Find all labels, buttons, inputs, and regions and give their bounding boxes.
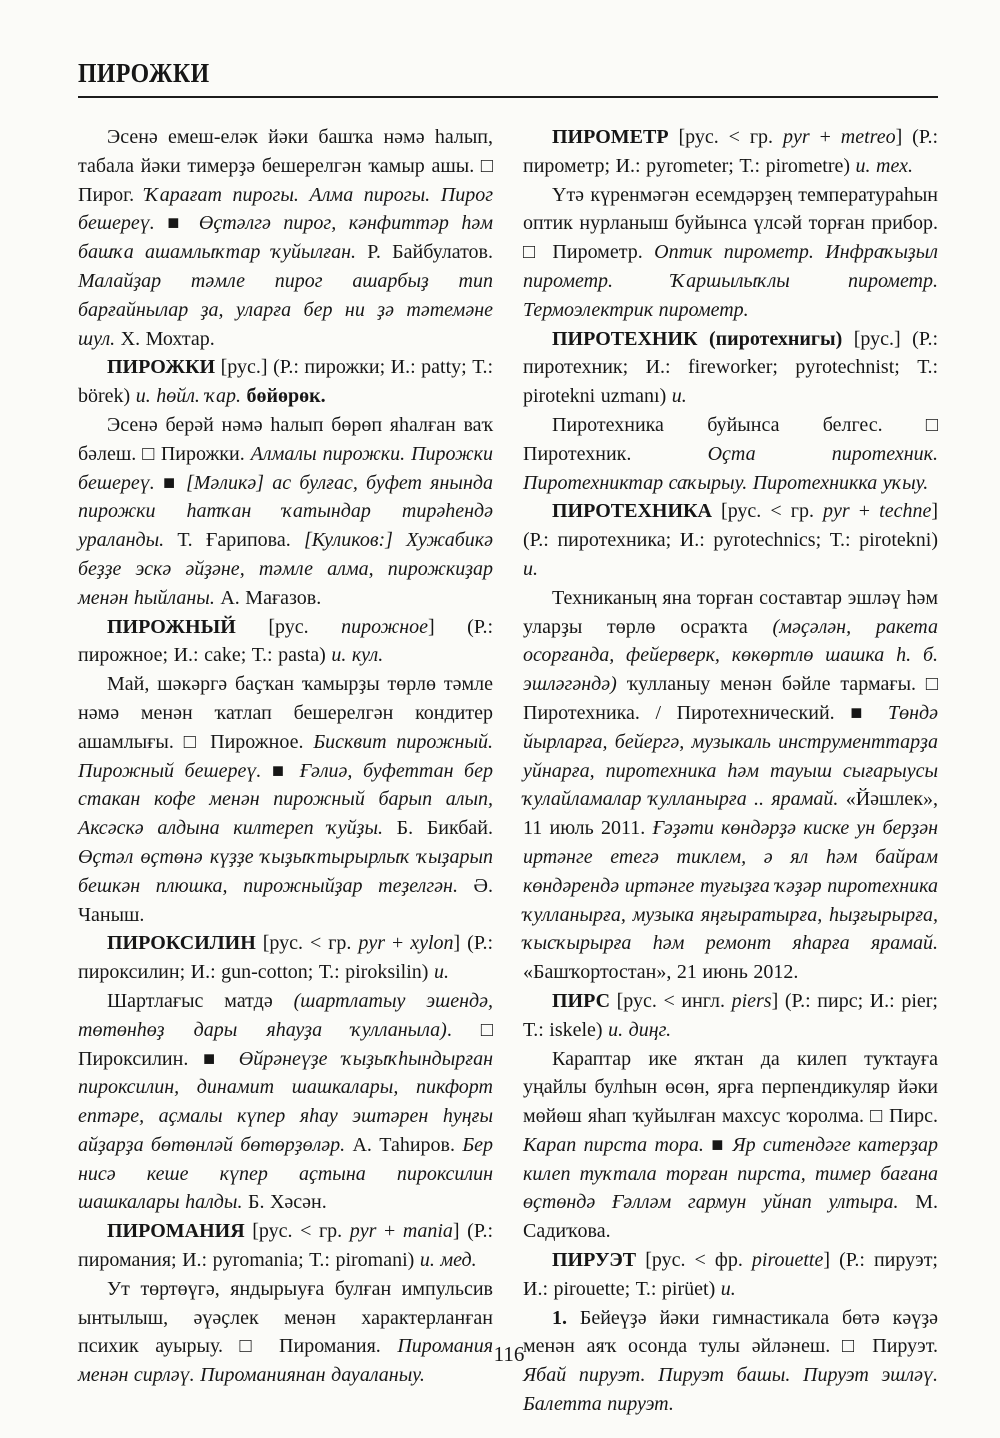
text-segment: ] (Р.: пирожное; И.: cake; Т.: pasta): [78, 615, 493, 667]
text-segment: (мәҫәлән, ракета осорғанда, фейерверк, көкөртлө шашка һ. б. эшләгәндә): [523, 615, 938, 696]
text-segment: +: [809, 126, 841, 148]
text-segment: Бисквит пирожный. Пирожный бешереү.: [78, 730, 493, 782]
text-segment: ■: [154, 471, 186, 494]
text-segment: бөйөрөк.: [246, 385, 326, 408]
text-segment: Ябай пируэт. Пируэт башы. Пируэт эшләү. Балетта пируэт.: [523, 1364, 938, 1416]
text-segment: и. һөйл. ҡар.: [135, 385, 241, 408]
text-segment: Пиромания менән сирләү. Пироманиянан дауаланыу.: [78, 1335, 493, 1387]
text-segment: [рус. < гр.: [255, 932, 359, 955]
text-segment: ] (Р.: пиромания; И.: pyromania; Т.: piromani): [78, 1220, 494, 1272]
text-segment: Ғәлиә, буфеттан бер стакан кофе менән пирожный барып алып, Аксәскә алдына килтереп ҡуйҙы.: [78, 759, 493, 840]
text-segment: А. Мағазов.: [214, 586, 322, 609]
column-right: [523, 123, 938, 1419]
text-segment: Карап пирста тора.: [523, 1133, 704, 1156]
text-segment: Малайҙар тәмле пирог ашарбыҙ тип барғайнылар ҙа, уларға бер ни ҙә тәтемәне шул.: [78, 269, 493, 350]
page-header: [0, 0, 1000, 98]
text-segment: Б. Хәсән.: [242, 1191, 327, 1214]
text-segment: Ғәҙәти көндәрҙә киске ун берҙән иртәнге етегә тиклем, ә ял һәм байрам көндәрендә иртәнге туғыҙға ҡәҙәр пиротехника ҡулланырға, музыка яңғыратырға, һыҙғырырға, ҡысҡырырға һәм ремонт яһарға ярамай.: [523, 817, 938, 955]
entry-headword-paragraph: [523, 497, 938, 583]
text-segment: и. тех.: [855, 154, 913, 177]
text-segment: pyr: [358, 932, 386, 955]
definition-paragraph: [523, 181, 938, 325]
text-segment: М. Садиҡова.: [523, 1191, 938, 1243]
text-segment: Өйрәнеүҙе ҡыҙыҡһындырған пироксилин, динамит шашкалары, пикфорт ептәре, аҫмалы күпер яһау эштәрен һуңғы айҙарҙа бөтөнләй бөтөрҙөләр.: [78, 1047, 493, 1156]
text-segment: А. Таһиров.: [345, 1133, 463, 1156]
text-segment: и.: [433, 961, 449, 984]
text-segment: ] (Р.: пируэт; И.: pirouette; Т.: pirüet): [523, 1249, 938, 1300]
text-segment: Р. Байбулатов.: [356, 241, 493, 264]
text-segment: ПИРОТЕХНИКА: [552, 500, 712, 523]
running-head: ПИРОЖКИ: [78, 58, 210, 88]
text-segment: Пиротехника буйынса белгес. □ Пиротехник.: [523, 413, 938, 465]
text-segment: ПИРОКСИЛИН: [107, 932, 256, 955]
text-segment: [рус.] (Р.: пиротехник; И.: fireworker; pyrotechnist; Т.: pirotekni uzmanı): [523, 327, 938, 408]
text-segment: Х. Мохтар.: [115, 327, 215, 350]
columns: [0, 98, 1000, 1419]
text-segment: ] (Р.: пирс; И.: pier; Т.: iskele): [523, 989, 938, 1041]
entry-headword-paragraph: [523, 1246, 938, 1304]
text-segment: Бейеүҙә йәки гимнастикала бөтә кәүҙә менән аяҡ осонда тулы әйләнеш. □ Пируэт.: [523, 1306, 938, 1358]
text-segment: и. мед.: [419, 1249, 477, 1272]
text-segment: Өҫтәлгә пирог, кәнфиттәр һәм башҡа ашамлыҡтар ҡуйылған.: [78, 212, 493, 264]
text-segment: ■: [703, 1133, 733, 1156]
entry-headword-paragraph: [78, 353, 493, 411]
column-left: [78, 123, 493, 1419]
entry-headword-paragraph: [78, 1217, 493, 1275]
text-segment: +: [849, 500, 880, 523]
text-segment: «Башҡортостан», 21 июнь 2012.: [523, 961, 799, 984]
text-segment: Шартлағыс матдә: [107, 989, 294, 1012]
text-segment: ПИРС: [552, 989, 611, 1012]
text-segment: [рус. < гр.: [711, 500, 824, 523]
text-segment: «Йәшлек», 11 июль 2011.: [523, 788, 938, 840]
text-segment: metreo: [840, 126, 896, 148]
text-segment: Яр ситендәге катерҙар килеп туҡтала торған пирста, тимер бағана өҫтөндә Ғәлләм гармун уйнап ултыра.: [523, 1133, 938, 1214]
text-segment: (шартлатыу эшендә, төтөнһөҙ дары яһауҙа ҡулланыла): [78, 989, 493, 1041]
text-segment: [рус. < ингл.: [610, 989, 732, 1012]
text-segment: pyr: [349, 1220, 377, 1243]
entry-headword-paragraph: [78, 613, 493, 671]
definition-paragraph: [78, 1275, 493, 1390]
text-segment: pyr: [782, 126, 810, 148]
text-segment: Төндә йырларға, бейергә, музыкаль инструменттарҙа уйнарға, пиротехника һәм тауыш сығарыусы ҡулайламалар ҡулланырға .. ярамай.: [523, 701, 938, 811]
text-segment: Техниканың яна торған составтар эшләү һәм уларҙы төрлө осраҡта: [523, 586, 938, 638]
text-segment: Ә. Чаныш.: [78, 874, 493, 926]
text-segment: Эсенә берәй нәмә һалып бөрөп яһалған ваҡ бәлеш. □ Пирожки.: [78, 413, 493, 465]
definition-paragraph: [78, 670, 493, 929]
text-segment: ПИРОЖНЫЙ: [107, 615, 236, 638]
text-segment: Эсенә емеш-еләк йәки башҡа нәмә һалып, табала йәки тимерҙә бешерелгән ҡамыр ашы. □ Пирог.: [78, 126, 493, 206]
text-segment: xylon: [410, 932, 454, 955]
text-segment: Б. Бикбай.: [383, 817, 493, 840]
text-segment: techne: [879, 500, 932, 523]
text-segment: Ҡарағат пирогы. Алма пирогы. Пирог бешереү.: [78, 183, 493, 235]
text-segment: пирожное: [341, 615, 428, 638]
text-segment: [Куликов:] Хужабикә беҙҙе эскә әйҙәне, тәмле алма, пирожкиҙар менән һыйланы.: [78, 529, 494, 609]
text-segment: [рус. < гр.: [668, 126, 783, 148]
text-segment: +: [385, 932, 411, 955]
definition-paragraph: [78, 987, 493, 1217]
text-segment: +: [376, 1220, 403, 1243]
text-segment: ■: [154, 212, 199, 235]
text-segment: 1.: [552, 1306, 567, 1329]
text-segment: и. диңг.: [608, 1018, 672, 1041]
text-segment: Өҫтәл өҫтөнә күҙҙе ҡыҙыҡтырырлыҡ ҡыҙарып бешкән плюшка, пирожныйҙар теҙелгән.: [78, 845, 493, 897]
text-segment: Оҫта пиротехник. Пиротехниктар саҡырыу. Пиротехникка уҡыу.: [523, 442, 939, 494]
text-segment: [рус. < гр.: [244, 1220, 350, 1243]
text-segment: ] (Р.: пирометр; И.: pyrometer; Т.: pirometre): [523, 126, 938, 177]
text-segment: Караптар ике яҡтан да килеп туҡтауға уңайлы булһын өсөн, ярға перпендикуляр йәки мөйөш яһап ҡуйылған махсус ҡоролма. □ Пирс.: [523, 1047, 938, 1128]
text-segment: Т. Ғарипова.: [164, 529, 304, 552]
entry-headword-paragraph: [523, 987, 938, 1045]
text-segment: Алмалы пирожки. Пирожки бешереү.: [78, 442, 493, 494]
text-segment: Май, шәкәргә баҫҡан ҡамырҙы төрлө тәмле нәмә менән ҡатлап бешерелгән кондитер ашамлығы. □ Пирожное.: [78, 673, 493, 753]
text-segment: ] (Р.: пироксилин; И.: gun-cotton; Т.: piroksilin): [78, 932, 493, 984]
entry-headword-paragraph: [523, 325, 938, 411]
text-segment: ҡулланыу менән бәйле тармағы. □ Пиротехника. / Пиротехнический. ■: [523, 673, 938, 724]
text-segment: piers: [731, 989, 772, 1012]
text-segment: и.: [720, 1277, 736, 1300]
text-segment: и.: [523, 557, 538, 580]
text-segment: Үтә күренмәгән есемдәрҙең температураһын оптик нурланыш буйынса үлсәй торған прибор. □ Пирометр.: [523, 183, 938, 264]
text-segment: pirouette: [751, 1249, 824, 1272]
text-segment: ПИРОМЕТР: [552, 126, 669, 148]
text-segment: ПИРУЭТ: [552, 1249, 637, 1272]
text-segment: ПИРОЖКИ: [107, 356, 216, 379]
text-segment: [рус.] (Р.: пирожки; И.: patty; Т.: börek): [78, 356, 493, 408]
text-segment: Оптик пирометр. Инфраҡыҙыл пирометр. Ҡаршылыҡлы пирометр. Термоэлектрик пирометр.: [523, 241, 938, 321]
text-segment: Ут төртөүгә, яндырыуға булған импульсив ынтылыш, әүәҫлек менән характерланған психик ауырыу. □ Пиромания.: [78, 1277, 493, 1358]
definition-paragraph: [78, 411, 493, 613]
text-segment: mania: [402, 1220, 453, 1243]
text-segment: ] (Р.: пиротехника; И.: pyrotechnics; Т.: pirotekni): [523, 500, 938, 552]
text-segment: pyr: [823, 500, 850, 523]
page-number: 116: [493, 1342, 525, 1366]
entry-headword-paragraph: [78, 929, 493, 987]
text-segment: и. кул.: [331, 644, 384, 667]
text-segment: [рус. < фр.: [636, 1249, 752, 1272]
text-segment: Бер нисә кеше күпер аҫтына пироксилин шашкалары һалды.: [78, 1133, 494, 1214]
definition-paragraph: [523, 584, 938, 987]
entry-headword-paragraph: [523, 123, 938, 181]
text-segment: . □ Пироксилин. ■: [78, 1018, 493, 1070]
definition-paragraph: [78, 123, 493, 353]
text-segment: ■: [261, 759, 300, 782]
text-segment: ПИРОМАНИЯ: [107, 1220, 245, 1243]
text-segment: ПИРОТЕХНИК (пиротехнигы): [552, 327, 843, 350]
text-segment: [Мәликә] ас булғас, буфет янында пирожки һатҡан ҡатындар тирәһендә ураланды.: [78, 471, 493, 552]
text-segment: и.: [671, 385, 687, 408]
definition-paragraph: [523, 411, 938, 497]
text-segment: [рус.: [235, 615, 342, 638]
definition-paragraph: [523, 1045, 938, 1247]
